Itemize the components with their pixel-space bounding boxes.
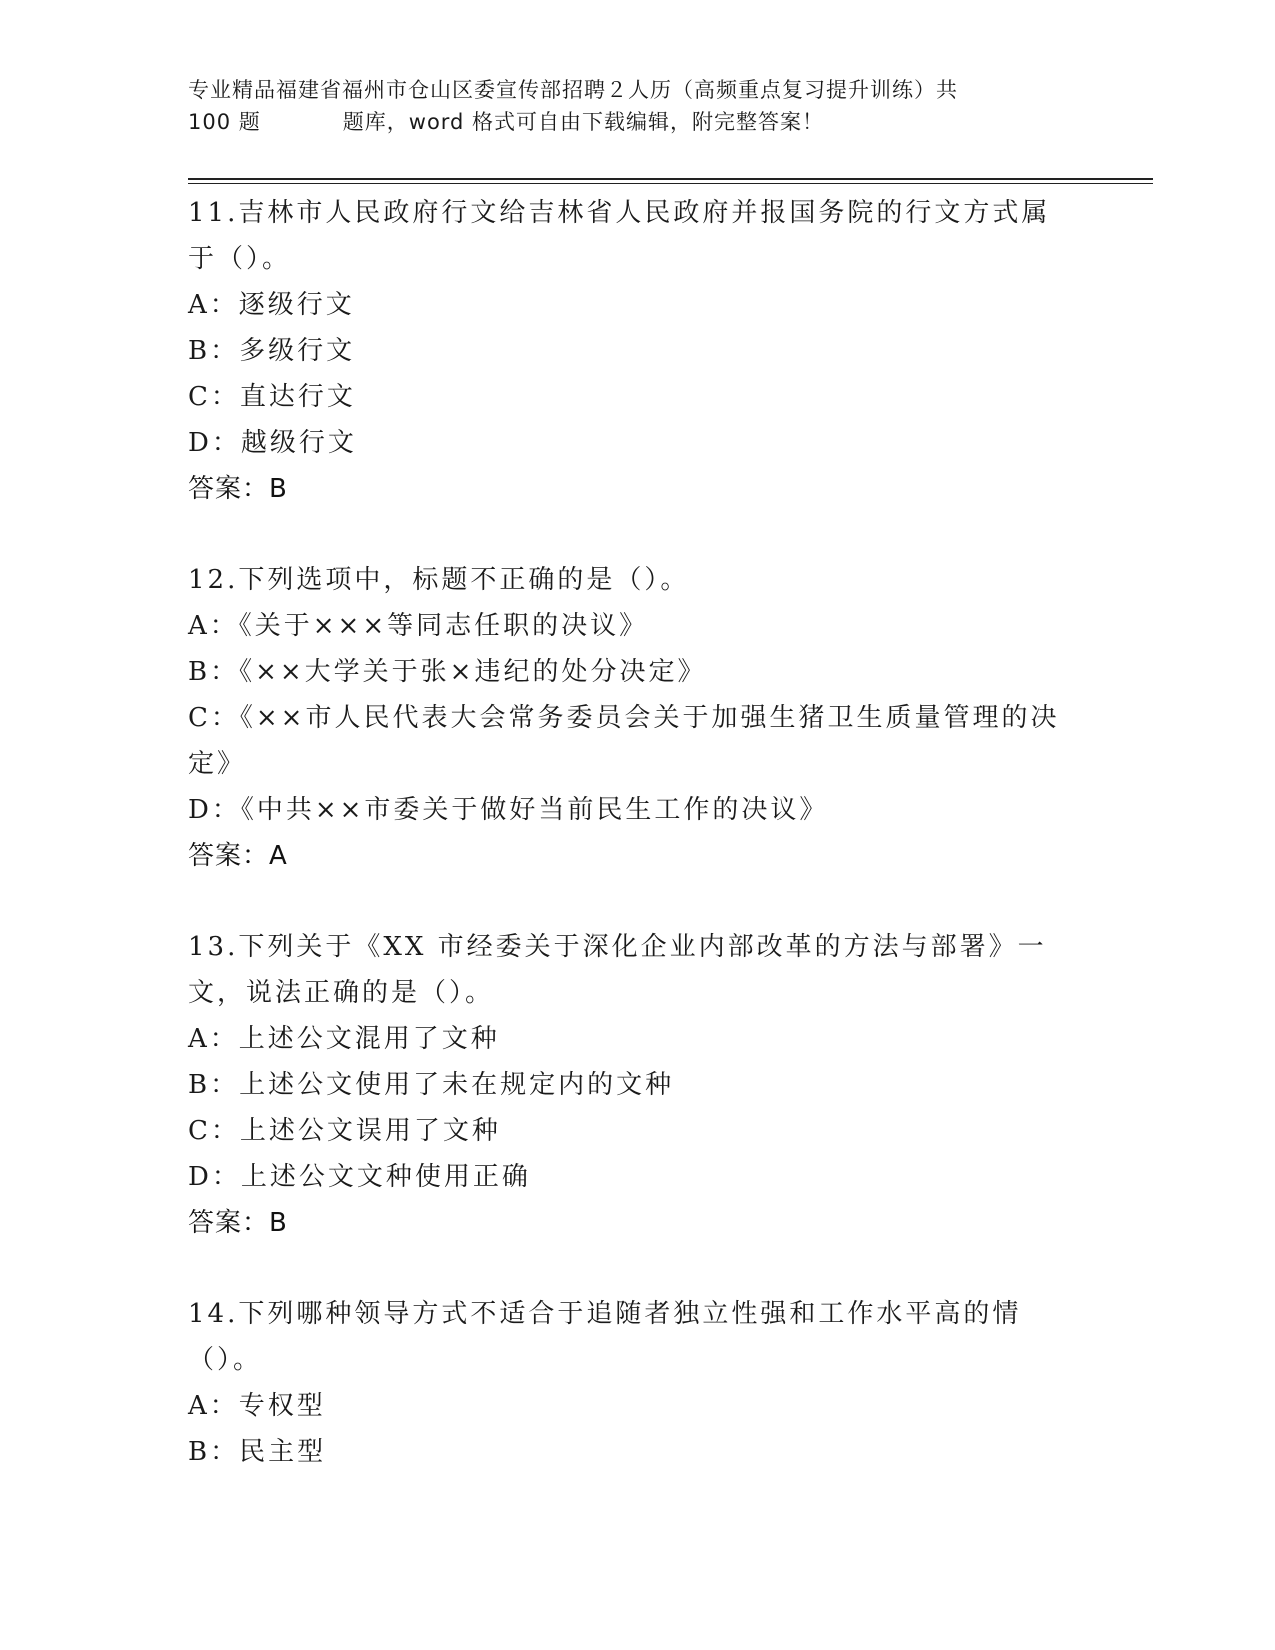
question-list xyxy=(188,190,1078,1520)
option-c: C：直达行文 xyxy=(188,382,356,412)
option-c: C：上述公文误用了文种 xyxy=(188,1116,501,1146)
option-a: A：逐级行文 xyxy=(188,290,355,320)
header-divider-thin xyxy=(188,183,1153,184)
answer-line: 答案：A xyxy=(188,841,288,871)
option-c: C：《××市人民代表大会常务委员会关于加强生猪卫生质量管理的决定》 xyxy=(188,703,1060,779)
header-title-suffix: 题库，word 格式可自由下载编辑，附完整答案！ xyxy=(342,110,825,134)
header-title-line1: 专业精品福建省福州市仓山区委宣传部招聘２人历（高频重点复习提升训练）共 xyxy=(188,78,958,102)
question-stem: 12.下列选项中，标题不正确的是（）。 xyxy=(188,565,690,595)
header-title-line2 xyxy=(188,106,1078,138)
answer-line: 答案：B xyxy=(188,474,288,504)
question-11 xyxy=(188,190,1078,512)
answer-line: 答案：B xyxy=(188,1208,288,1238)
option-b: B：《××大学关于张×违纪的处分决定》 xyxy=(188,657,707,687)
option-a: A：专权型 xyxy=(188,1391,326,1421)
option-d: D：越级行文 xyxy=(188,428,357,458)
question-12 xyxy=(188,557,1078,879)
question-stem: 14.下列哪种领导方式不适合于追随者独立性强和工作水平高的情（）。 xyxy=(188,1299,1022,1375)
option-b: B：多级行文 xyxy=(188,336,356,366)
option-d: D：上述公文文种使用正确 xyxy=(188,1162,531,1192)
option-d: D：《中共××市委关于做好当前民生工作的决议》 xyxy=(188,795,829,825)
document-header xyxy=(188,74,1078,138)
question-stem: 13.下列关于《XX 市经委关于深化企业内部改革的方法与部署》一文，说法正确的是（）。 xyxy=(188,932,1047,1008)
option-a: A：上述公文混用了文种 xyxy=(188,1024,500,1054)
option-a: A：《关于×××等同志任职的决议》 xyxy=(188,611,649,641)
question-14 xyxy=(188,1291,1078,1475)
question-stem: 11.吉林市人民政府行文给吉林省人民政府并报国务院的行文方式属于（）。 xyxy=(188,198,1051,274)
header-divider-thick xyxy=(188,178,1153,180)
option-b: B：上述公文使用了未在规定内的文种 xyxy=(188,1070,675,1100)
option-b: B：民主型 xyxy=(188,1437,327,1467)
question-13 xyxy=(188,924,1078,1246)
header-title-count: 100 题 xyxy=(188,110,261,134)
